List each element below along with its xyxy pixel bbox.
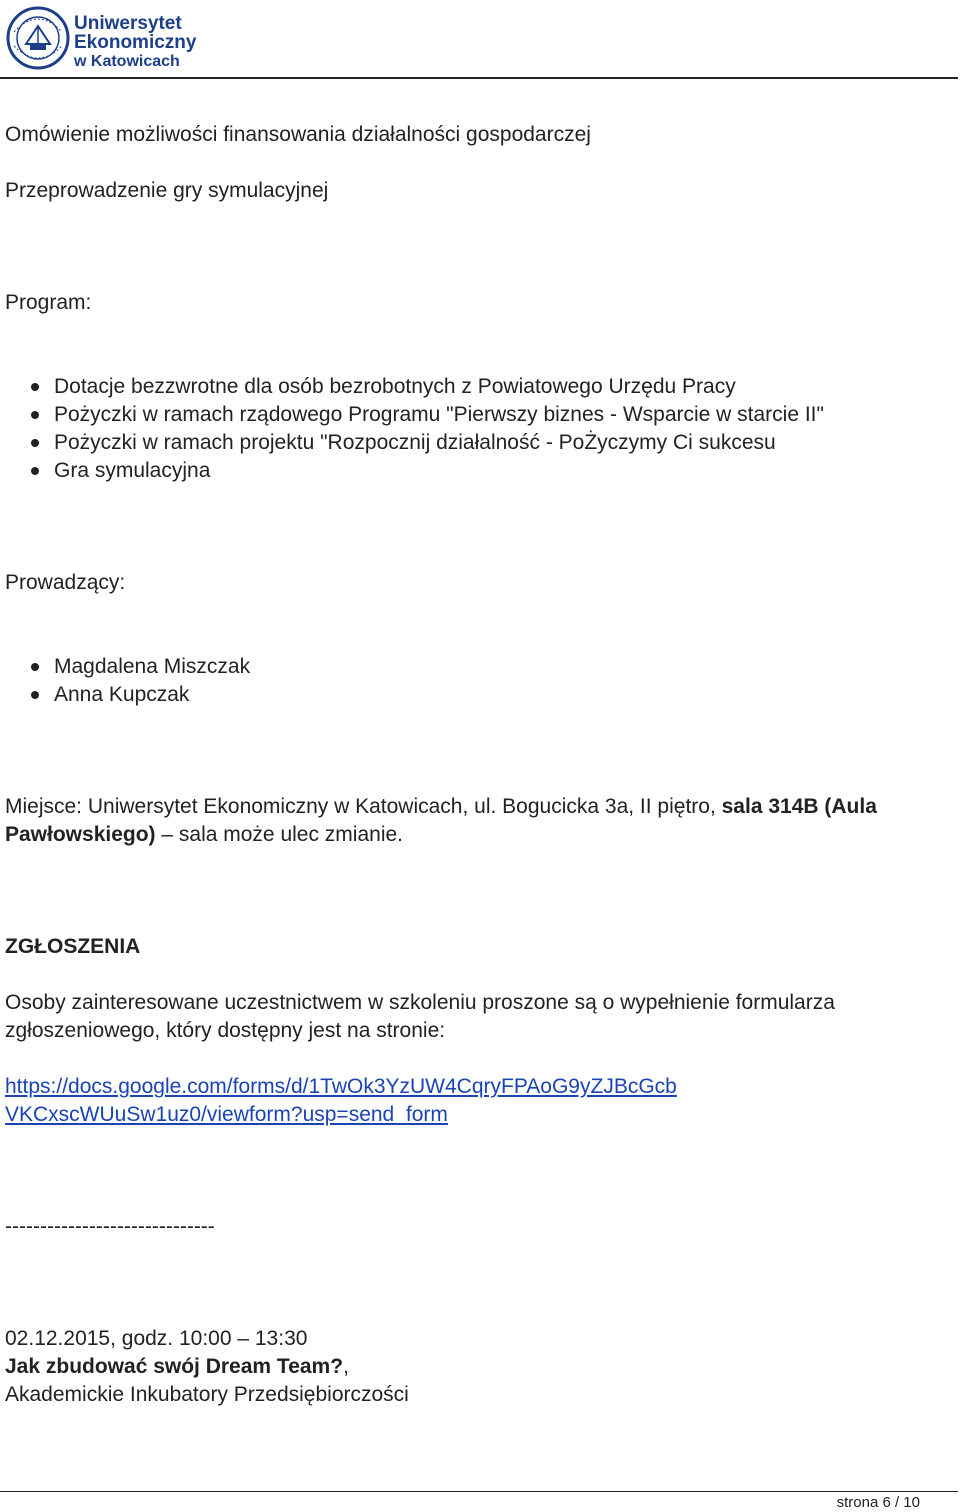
list-item: Gra symulacyjna	[0, 457, 824, 485]
registration-heading: ZGŁOSZENIA	[5, 935, 141, 958]
logo-line-2: Ekonomiczny	[74, 32, 197, 53]
list-item: Pożyczki w ramach projektu "Rozpocznij działalność - PoŻyczymy Ci sukcesu	[0, 429, 824, 457]
location-paragraph	[5, 793, 955, 849]
university-logo	[6, 4, 197, 72]
university-seal-icon	[6, 4, 70, 72]
logo-line-3: w Katowicach	[74, 53, 180, 70]
program-list	[0, 373, 824, 485]
footer-divider	[0, 1491, 958, 1492]
registration-line-1: Osoby zainteresowane uczestnictwem w szkoleniu proszone są o wypełnienie formularza	[5, 991, 835, 1014]
page-number: strona 6 / 10	[836, 1494, 920, 1511]
logo-wordmark	[74, 14, 196, 71]
registration-line-2: zgłoszeniowego, który dostępny jest na stronie:	[5, 1019, 446, 1042]
logo-line-1: Uniwersytet	[74, 13, 182, 34]
registration-form-link[interactable]: https://docs.google.com/forms/d/1TwOk3YzUW4CqryFPAoG9yZJBcGcb VKCxscWUuSw1uz0/viewform?usp=send_form	[5, 1075, 677, 1126]
event-organizer: Akademickie Inkubatory Przedsiębiorczości	[5, 1383, 409, 1406]
intro-line-2: Przeprowadzenie gry symulacyjnej	[5, 179, 329, 202]
header-divider	[0, 77, 958, 79]
intro-line-1: Omówienie możliwości finansowania działalności gospodarczej	[5, 123, 591, 146]
location-note: – sala może ulec zmianie.	[155, 823, 403, 846]
location-prefix: Miejsce: Uniwersytet Ekonomiczny w Katowicach, ul. Bogucicka 3a, II piętro,	[5, 795, 722, 818]
list-item: Magdalena Miszczak	[0, 653, 250, 681]
hosts-list	[0, 653, 250, 709]
event-date: 02.12.2015, godz. 10:00 – 13:30	[5, 1327, 308, 1350]
location-room: sala 314B (Aula	[721, 795, 877, 818]
page-header	[0, 0, 960, 80]
list-item: Anna Kupczak	[0, 681, 250, 709]
list-item: Dotacje bezzwrotne dla osób bezrobotnych z Powiatowego Urzędu Pracy	[0, 373, 824, 401]
hosts-heading: Prowadzący:	[5, 571, 126, 594]
program-heading: Program:	[5, 291, 92, 314]
list-item: Pożyczki w ramach rządowego Programu "Pierwszy biznes - Wsparcie w starcie II"	[0, 401, 824, 429]
location-hall: Pawłowskiego)	[5, 823, 156, 846]
event-title: Jak zbudować swój Dream Team?,	[5, 1355, 349, 1378]
section-separator: ------------------------------	[5, 1215, 215, 1238]
